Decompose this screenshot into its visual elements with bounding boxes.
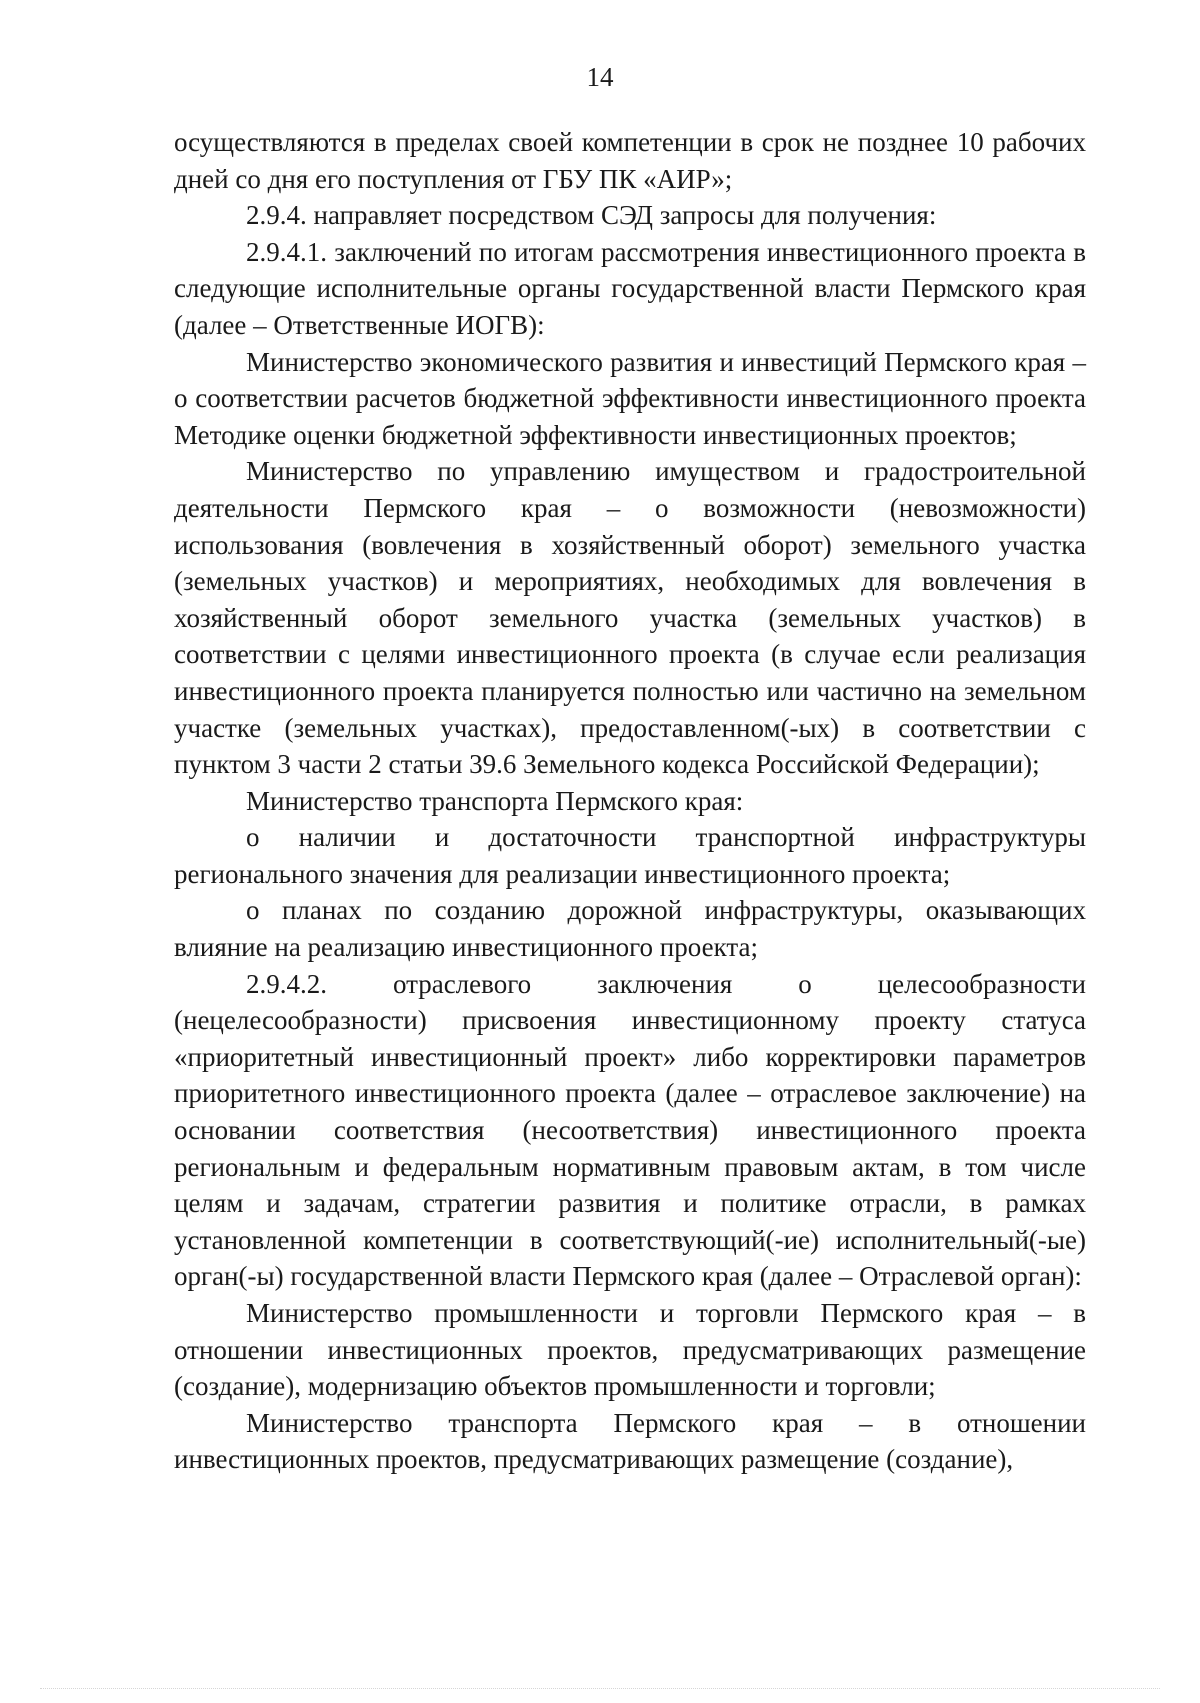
paragraph-transport-infrastructure: о наличии и достаточности транспортной инфраструктуры регионального значения для реализации инвестиционного проекта; [174,822,1086,889]
paragraph-continuation: осуществляются в пределах своей компетенции в срок не позднее 10 рабочих дней со дня его поступления от ГБУ ПК «АИР»; [174,127,1086,194]
paragraph-2-9-4: 2.9.4. направляет посредством СЭД запросы для получения: [246,200,937,231]
paragraph-ministry-industry: Министерство промышленности и торговли Пермского края – в отношении инвестиционных проектов, предусматривающих размещение (создание), модернизацию объектов промышленности и торговли; [174,1298,1086,1402]
paragraph-ministry-property: Министерство по управлению имуществом и градостроительной деятельности Пермского края – о возможности (невозможности) использования (вовлечения в хозяйственный оборот) земельного участка (земельных участков) и мероприятиях, необходимых для вовлечения в хозяйственный оборот земельного участка (земельных участков) в соответствии с целями инвестиционного проекта (в случае если реализация инвестиционного проекта планируется полностью или частично на земельном участке (земельных участках), предоставленном(-ых) в соответствии с пунктом 3 части 2 статьи 39.6 Земельного кодекса Российской Федерации); [174,456,1086,780]
scan-artifact-divider [40,1688,1160,1693]
paragraph-2-9-4-2: 2.9.4.2. отраслевого заключения о целесообразности (нецелесообразности) присвоения инвестиционному проекту статуса «приоритетный инвестиционный проект» либо корректировки параметров приоритетного инвестиционного проекта (далее – отраслевое заключение) на основании соответствия (несоответствия) инвестиционного проекта региональным и федеральным нормативным правовым актам, в том числе целям и задачам, стратегии развития и политике отрасли, в рамках установленной компетенции в соответствующий(-ие) исполнительный(-ые) орган(-ы) государственной власти Пермского края (далее – Отраслевой орган): [174,968,1086,1292]
paragraph-ministry-economy: Министерство экономического развития и инвестиций Пермского края – о соответствии расчетов бюджетной эффективности инвестиционного проекта Методике оценки бюджетной эффективности инвестиционных проектов; [174,346,1086,450]
paragraph-road-plans: о планах по созданию дорожной инфраструктуры, оказывающих влияние на реализацию инвестиционного проекта; [174,895,1086,963]
document-body [174,124,1086,1478]
page-number: 14 [586,62,614,92]
paragraph-2-9-4-1: 2.9.4.1. заключений по итогам рассмотрения инвестиционного проекта в следующие исполнительные органы государственной власти Пермского края (далее – Ответственные ИОГВ): [174,236,1086,340]
paragraph-ministry-transport-sector: Министерство транспорта Пермского края – в отношении инвестиционных проектов, предусматривающих размещение (создание), [174,1407,1086,1475]
paragraph-ministry-transport: Министерство транспорта Пермского края: [246,785,744,816]
